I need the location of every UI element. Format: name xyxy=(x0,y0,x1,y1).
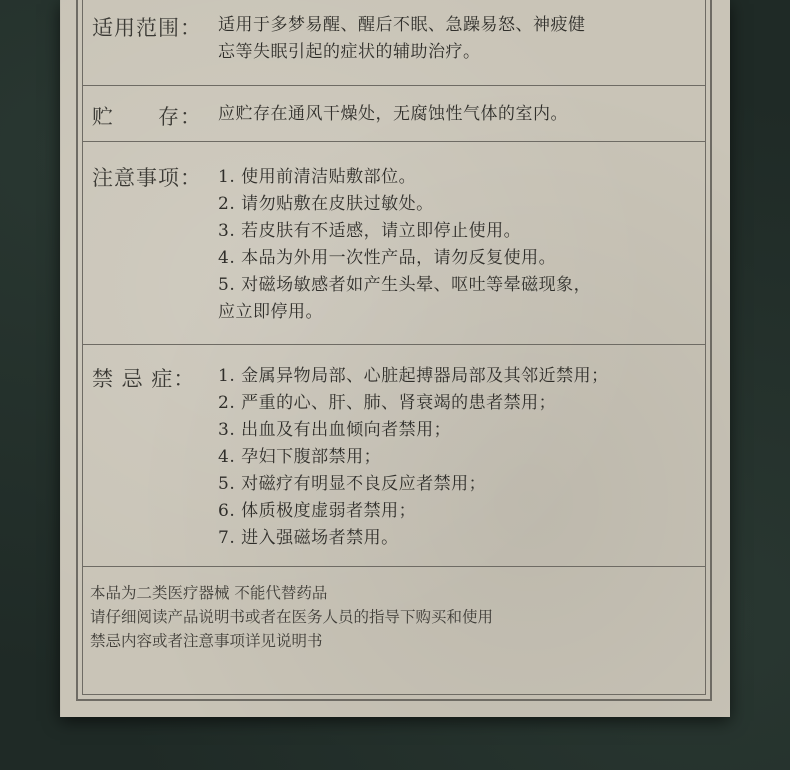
storage-line: 应贮存在通风干燥处，无腐蚀性气体的室内。 xyxy=(218,104,568,124)
section-contraindications xyxy=(82,345,706,567)
section-precautions xyxy=(82,142,706,345)
precaution-item: 1. 使用前清洁贴敷部位。 xyxy=(218,167,417,187)
precaution-item: 3. 若皮肤有不适感，请立即停止使用。 xyxy=(218,221,522,241)
precautions-label: 注意事项： xyxy=(92,166,202,190)
precaution-item: 2. 请勿贴敷在皮肤过敏处。 xyxy=(218,194,434,214)
contraindication-item: 5. 对磁疗有明显不良反应者禁用； xyxy=(218,474,487,494)
section-scope xyxy=(82,0,706,86)
footer-line: 本品为二类医疗器械 不能代替药品 xyxy=(90,584,328,602)
scope-content xyxy=(218,12,586,66)
precaution-item: 应立即停用。 xyxy=(218,302,323,322)
footer-notice xyxy=(90,581,493,653)
contraindications-label: 禁 忌 症： xyxy=(92,367,196,391)
instruction-sheet xyxy=(60,0,730,717)
precaution-item: 4. 本品为外用一次性产品，请勿反复使用。 xyxy=(218,248,557,268)
section-footer xyxy=(82,567,706,695)
contraindication-item: 1. 金属异物局部、心脏起搏器局部及其邻近禁用； xyxy=(218,366,609,386)
contraindication-item: 7. 进入强磁场者禁用。 xyxy=(218,528,399,548)
footer-line: 请仔细阅读产品说明书或者在医务人员的指导下购买和使用 xyxy=(90,608,494,626)
scope-line: 忘等失眠引起的症状的辅助治疗。 xyxy=(218,42,481,62)
contraindication-item: 2. 严重的心、肝、肺、肾衰竭的患者禁用； xyxy=(218,393,557,413)
precaution-item: 5. 对磁场敏感者如产生头晕、呕吐等晕磁现象， xyxy=(218,275,592,295)
footer-line: 禁忌内容或者注意事项详见说明书 xyxy=(90,632,323,650)
scope-label: 适用范围： xyxy=(92,16,202,40)
contraindication-item: 6. 体质极度虚弱者禁用； xyxy=(218,501,417,521)
contraindication-item: 3. 出血及有出血倾向者禁用； xyxy=(218,420,452,440)
section-storage xyxy=(82,86,706,142)
scope-line: 适用于多梦易醒、醒后不眠、急躁易怒、神疲健 xyxy=(218,15,586,35)
contraindication-item: 4. 孕妇下腹部禁用； xyxy=(218,447,382,467)
storage-label: 贮 存： xyxy=(92,105,202,129)
contraindications-content xyxy=(218,363,609,552)
storage-content xyxy=(218,101,568,128)
precautions-content xyxy=(218,164,591,326)
